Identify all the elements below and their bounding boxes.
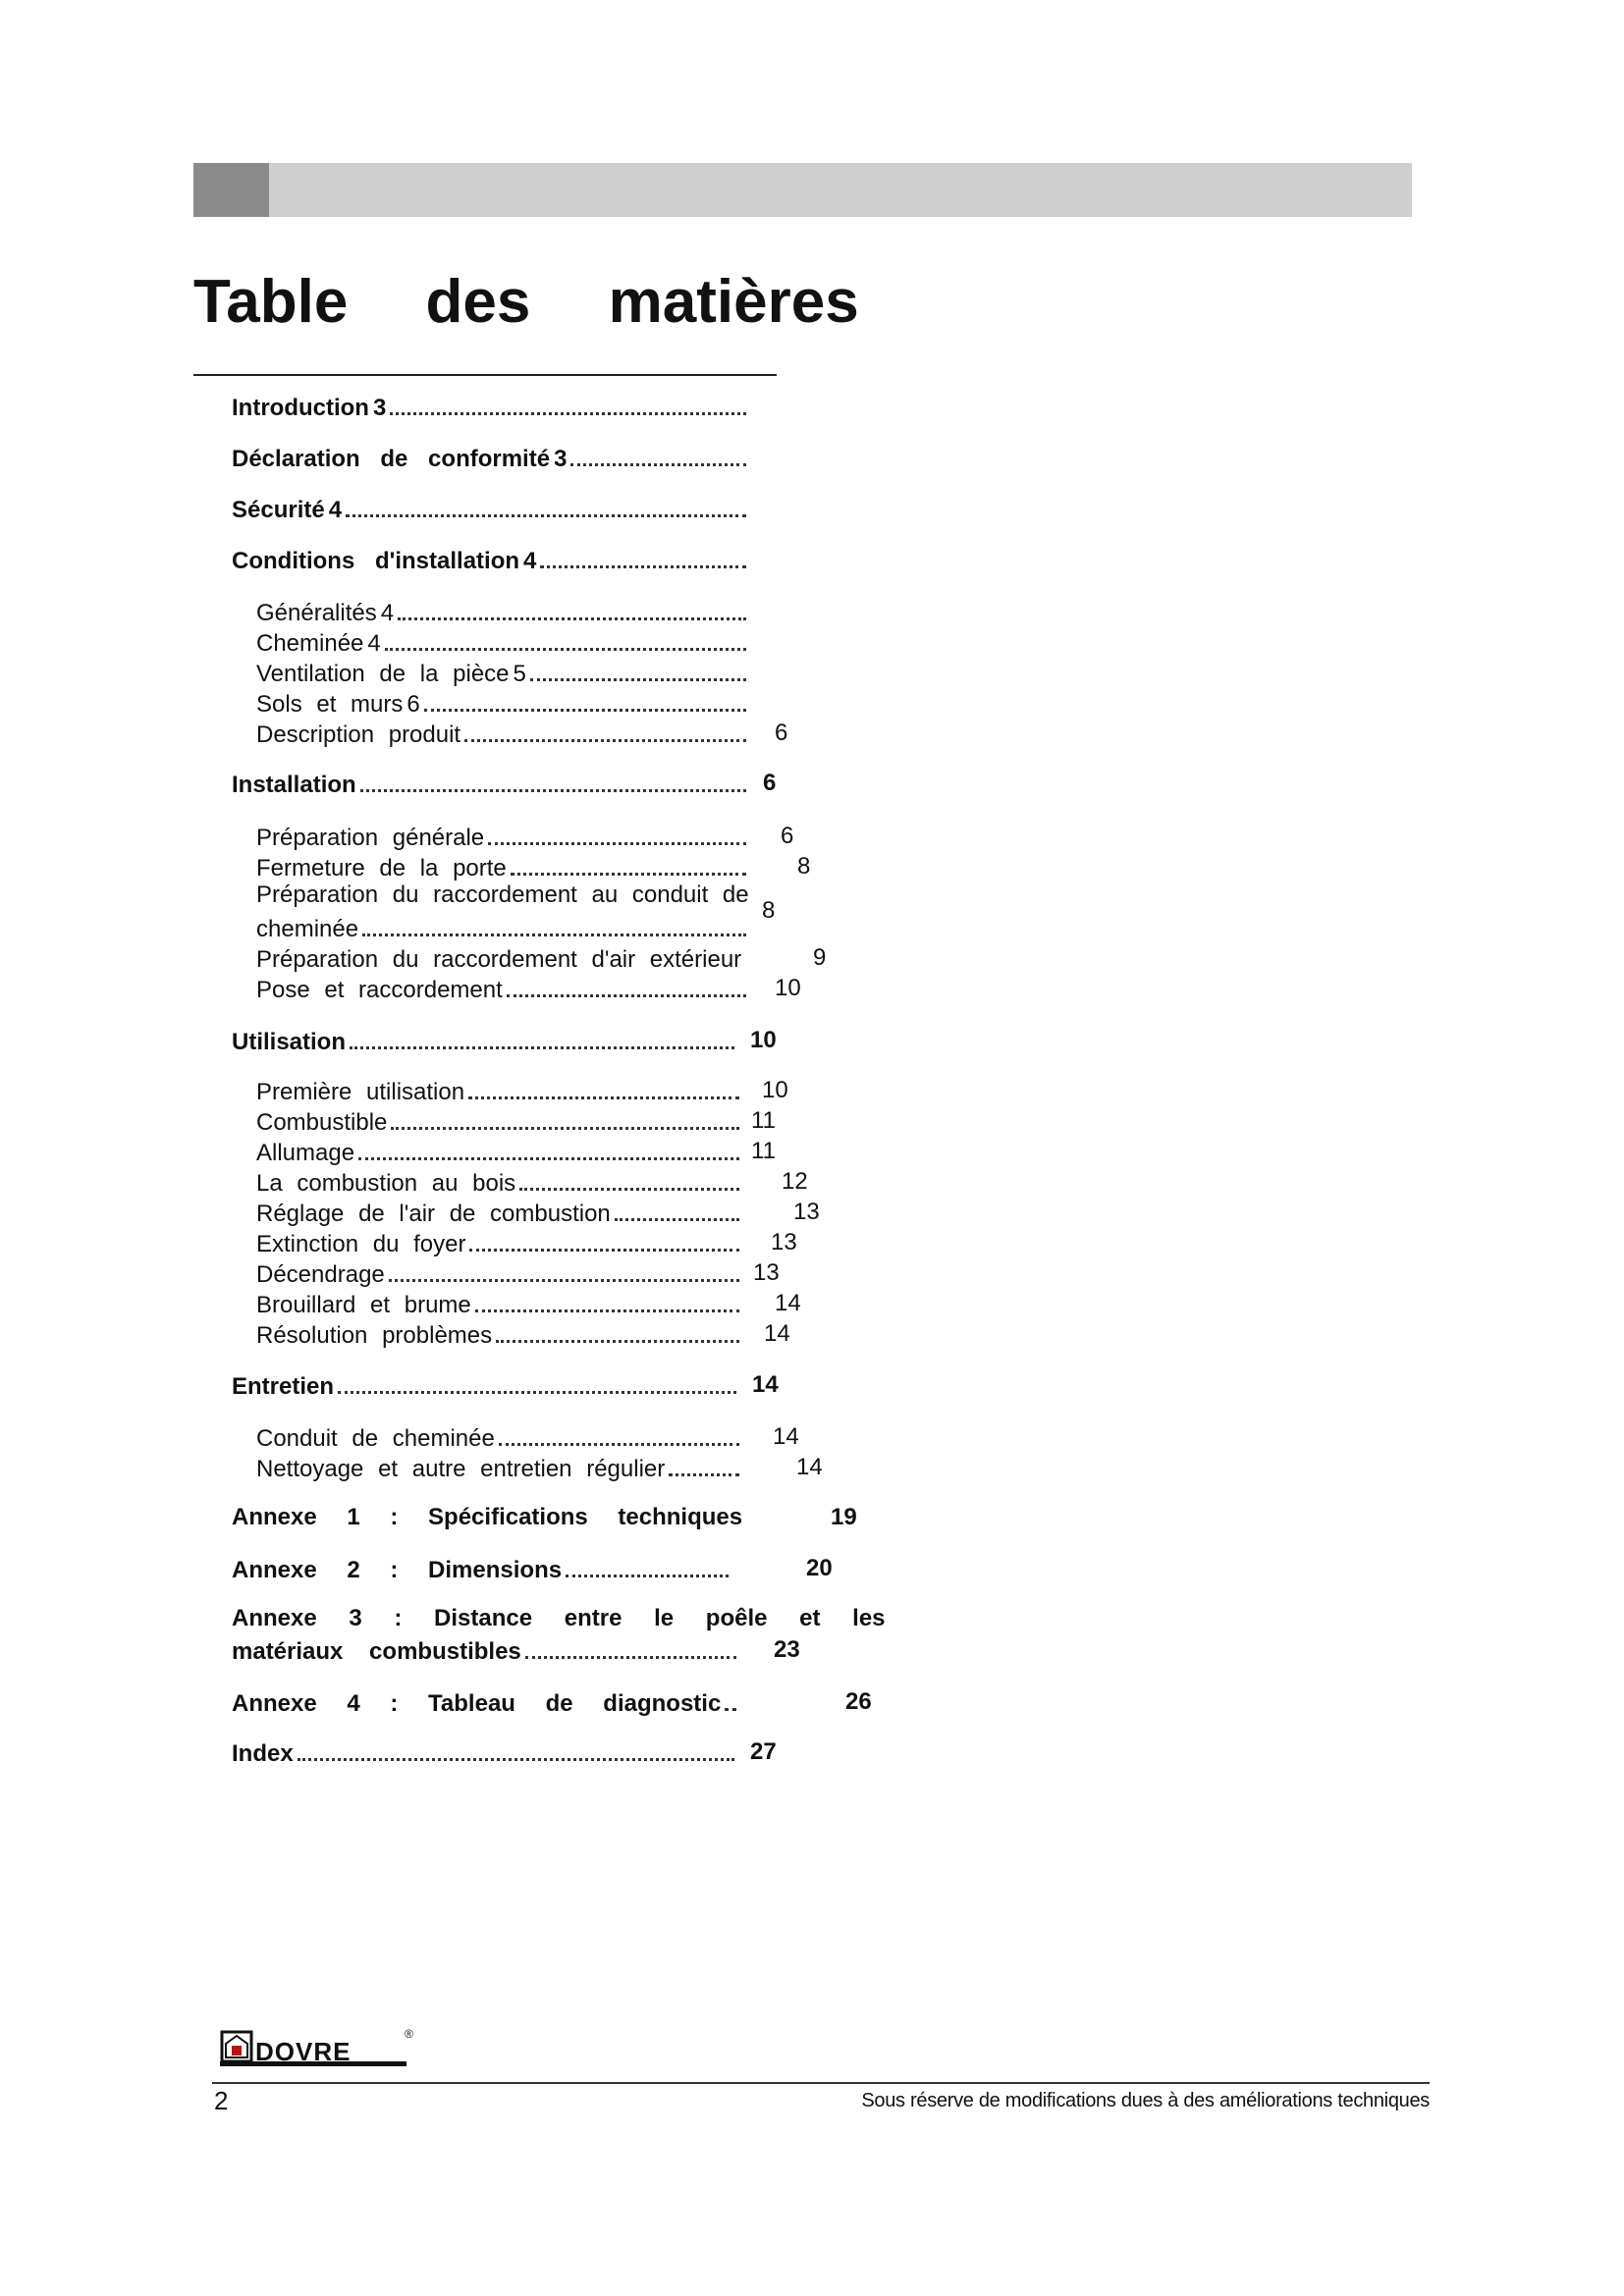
dot-leader	[507, 993, 746, 997]
dot-leader	[338, 1390, 736, 1394]
toc-entry-index[interactable]: Index	[232, 1735, 740, 1768]
toc-entry-description-produit[interactable]: Description produit	[256, 716, 752, 749]
dot-leader	[362, 933, 746, 936]
toc-page-number: 23	[774, 1636, 800, 1663]
toc-entry-nettoyage[interactable]: Nettoyage et autre entretien régulier	[256, 1450, 745, 1483]
header-bar	[193, 163, 1412, 217]
toc-page-number: 8	[762, 897, 776, 924]
header-block	[193, 163, 269, 217]
toc-page-number: 14	[764, 1320, 790, 1347]
toc-entry-utilisation[interactable]: Utilisation	[232, 1023, 740, 1056]
dot-leader	[615, 1217, 739, 1221]
toc-page-number: 14	[796, 1454, 823, 1480]
toc-page-number: 11	[751, 1138, 776, 1164]
dot-leader	[391, 1126, 739, 1130]
dot-leader	[540, 564, 746, 568]
dot-leader	[398, 616, 746, 620]
toc-entry-cheminee[interactable]: Cheminée 4	[256, 624, 752, 658]
dot-leader	[566, 1574, 729, 1577]
toc-entry-air-exterieur[interactable]: Préparation du raccordement d'air extérieur	[256, 946, 742, 973]
dot-leader	[530, 677, 746, 681]
svg-text:DOVRE: DOVRE	[255, 2037, 352, 2066]
dot-leader	[725, 1707, 736, 1711]
toc-entry-extinction-foyer[interactable]: Extinction du foyer	[256, 1225, 745, 1258]
toc-entry-annexe-3[interactable]: matériaux combustibles	[232, 1632, 742, 1666]
toc-entry-conditions[interactable]: Conditions d'installation 4	[232, 542, 752, 575]
dot-leader	[389, 1278, 739, 1282]
dot-leader	[570, 462, 746, 466]
toc-entry-combustion-bois[interactable]: La combustion au bois	[256, 1164, 745, 1198]
toc-page-number: 10	[775, 975, 801, 1001]
toc-page-number: 12	[782, 1168, 808, 1195]
toc-page-number: 13	[793, 1199, 820, 1225]
toc-page-number: 9	[813, 944, 827, 971]
toc-entry-brouillard[interactable]: Brouillard et brume	[256, 1286, 745, 1319]
dot-leader	[298, 1757, 734, 1761]
dot-leader	[669, 1472, 739, 1476]
toc-page-number: 13	[771, 1229, 797, 1255]
svg-text:®: ®	[405, 2027, 413, 2041]
toc-entry-annexe-3-line1[interactable]: Annexe 3 : Distance entre le poêle et les	[232, 1605, 886, 1631]
dot-leader	[488, 841, 746, 845]
dovre-logo	[220, 2024, 416, 2074]
toc-page-number: 26	[845, 1688, 872, 1715]
toc-entry-annexe-2[interactable]: Annexe 2 : Dimensions	[232, 1551, 734, 1584]
toc-entry-annexe-1[interactable]: Annexe 1 : Spécifications techniques	[232, 1504, 743, 1530]
toc-page-number: 13	[753, 1259, 780, 1286]
toc-entry-resolution[interactable]: Résolution problèmes	[256, 1316, 745, 1350]
toc-entry-annexe-4[interactable]: Annexe 4 : Tableau de diagnostic	[232, 1684, 742, 1718]
dot-leader	[496, 1339, 739, 1343]
toc-entry-allumage[interactable]: Allumage	[256, 1134, 745, 1167]
toc-entry-conduit-cheminee[interactable]: Conduit de cheminée	[256, 1419, 745, 1453]
dot-leader	[350, 1045, 734, 1049]
dot-leader	[519, 1187, 739, 1191]
dot-leader	[525, 1655, 736, 1659]
toc-entry-installation[interactable]: Installation	[232, 766, 752, 799]
toc-page-number: 10	[750, 1027, 777, 1053]
toc-page-number: 11	[751, 1107, 776, 1134]
toc-entry-ventilation[interactable]: Ventilation de la pièce 5	[256, 655, 752, 688]
dot-leader	[346, 513, 746, 517]
dot-leader	[468, 1095, 739, 1099]
footer-rule	[212, 2082, 1430, 2084]
toc-page-number: 14	[752, 1371, 779, 1398]
toc-entry-securite[interactable]: Sécurité 4	[232, 491, 752, 524]
dot-leader	[469, 1248, 739, 1252]
toc-entry-preparation-generale[interactable]: Préparation générale	[256, 819, 752, 852]
dot-leader	[358, 1156, 739, 1160]
toc-page-number: 6	[775, 720, 788, 746]
footer-disclaimer: Sous réserve de modifications dues à des améliorations techniques	[861, 2090, 1430, 2111]
toc-entry-introduction[interactable]: Introduction 3	[232, 389, 752, 422]
dot-leader	[475, 1308, 739, 1312]
toc-entry-raccordement-conduit[interactable]: cheminée	[256, 910, 752, 943]
dovre-logo-icon	[220, 2024, 416, 2069]
toc-page-number: 6	[781, 823, 794, 849]
title-rule	[193, 374, 777, 376]
toc-page-number: 14	[775, 1290, 801, 1316]
toc-page-number: 14	[773, 1423, 799, 1450]
toc-entry-combustible[interactable]: Combustible	[256, 1103, 745, 1137]
dot-leader	[464, 738, 746, 742]
dot-leader	[360, 788, 746, 792]
dot-leader	[390, 411, 746, 415]
toc-entry-generalites[interactable]: Généralités 4	[256, 594, 752, 627]
toc-entry-sols-murs[interactable]: Sols et murs 6	[256, 685, 752, 719]
toc-entry-decendrage[interactable]: Décendrage	[256, 1255, 745, 1289]
page-title: Table des matières	[193, 268, 859, 336]
toc-entry-raccordement-conduit-line1[interactable]: Préparation du raccordement au conduit de	[256, 881, 749, 908]
toc-entry-entretien[interactable]: Entretien	[232, 1367, 742, 1401]
page-number: 2	[214, 2086, 229, 2115]
toc-page-number: 20	[806, 1555, 833, 1581]
toc-page-number: 6	[763, 770, 777, 796]
toc-page-number: 10	[762, 1077, 788, 1103]
toc-entry-reglage-air[interactable]: Réglage de l'air de combustion	[256, 1195, 745, 1228]
toc-entry-fermeture-porte[interactable]: Fermeture de la porte	[256, 849, 752, 882]
toc-page-number: 8	[797, 853, 811, 880]
dot-leader	[499, 1442, 739, 1446]
dot-leader	[511, 872, 746, 876]
dot-leader	[385, 647, 746, 651]
toc-page-number: 19	[831, 1504, 857, 1530]
toc-entry-premiere-utilisation[interactable]: Première utilisation	[256, 1073, 745, 1106]
toc-entry-pose-raccordement[interactable]: Pose et raccordement	[256, 971, 752, 1004]
toc-page-number: 27	[750, 1738, 777, 1765]
toc-entry-declaration[interactable]: Déclaration de conformité 3	[232, 440, 752, 473]
dot-leader	[424, 708, 746, 712]
